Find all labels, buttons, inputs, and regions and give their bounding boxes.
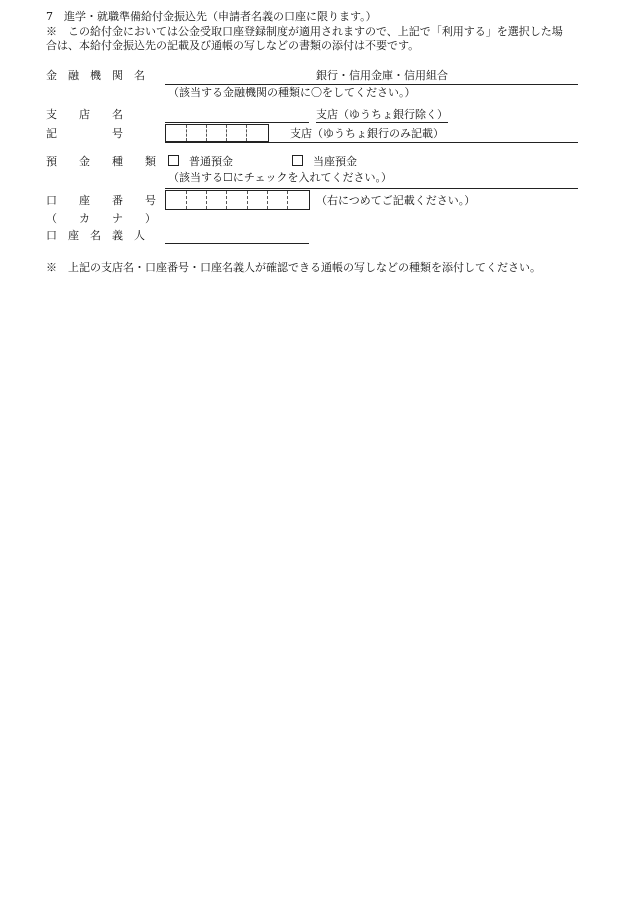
branch-suffix-text: 支店（ゆうちょ銀行除く） [316,108,448,121]
ordinary-deposit-checkbox[interactable] [168,155,179,166]
kana-label: （ カ ナ ） [46,212,156,225]
account-holder-field[interactable] [165,243,309,244]
deposit-row-rule [165,188,578,189]
account-digit-box[interactable] [166,191,187,209]
symbol-suffix-text: 支店（ゆうちょ銀行のみ記載） [290,127,444,140]
symbol-label: 記 号 [46,127,123,140]
symbol-digit-box[interactable] [247,125,268,141]
current-deposit-checkbox[interactable] [292,155,303,166]
bank-name-field[interactable] [165,84,578,85]
current-deposit-text: 当座預金 [313,155,357,168]
account-digit-box[interactable] [227,191,248,209]
note-line-2: 合は、本給付金振込先の記載及び通帳の写しなどの書類の添付は不要です。 [46,39,420,52]
ordinary-deposit-option[interactable] [168,155,233,169]
ordinary-deposit-text: 普通預金 [189,155,233,168]
account-digit-box[interactable] [268,191,288,209]
account-number-hint: （右につめてご記載ください。） [316,194,476,207]
current-deposit-option[interactable] [292,155,357,169]
account-digit-box[interactable] [207,191,227,209]
bank-type-hint: （該当する金融機関の種類に〇をしてください。） [168,86,416,99]
note-line-1: ※ この給付金においては公金受取口座登録制度が適用されますので、上記で「利用する」を選択した場 [46,25,563,38]
account-digit-box[interactable] [288,191,309,209]
account-digit-box[interactable] [187,191,207,209]
symbol-row-rule [165,142,578,143]
branch-name-field[interactable] [165,122,309,123]
account-digit-box[interactable] [248,191,268,209]
symbol-digit-box[interactable] [227,125,247,141]
section-heading: 7 進学・就職準備給付金振込先（申請者名義の口座に限ります。） [46,10,377,23]
symbol-digit-boxes[interactable] [165,124,269,142]
branch-name-label: 支 店 名 [46,108,123,121]
account-number-label: 口 座 番 号 [46,194,156,207]
bank-types-text: 銀行・信用金庫・信用組合 [316,69,448,82]
footer-note: ※ 上記の支店名・口座番号・口座名義人が確認できる通帳の写しなどの種類を添付してください。 [46,261,541,274]
symbol-digit-box[interactable] [187,125,207,141]
account-digit-boxes[interactable] [165,190,310,210]
bank-name-label: 金 融 機 関 名 [46,69,145,82]
symbol-digit-box[interactable] [207,125,227,141]
symbol-digit-box[interactable] [166,125,187,141]
deposit-type-hint: （該当する☐にチェックを入れてください。） [168,171,393,184]
deposit-type-label: 預 金 種 類 [46,155,156,168]
account-holder-label: 口 座 名 義 人 [46,229,145,242]
